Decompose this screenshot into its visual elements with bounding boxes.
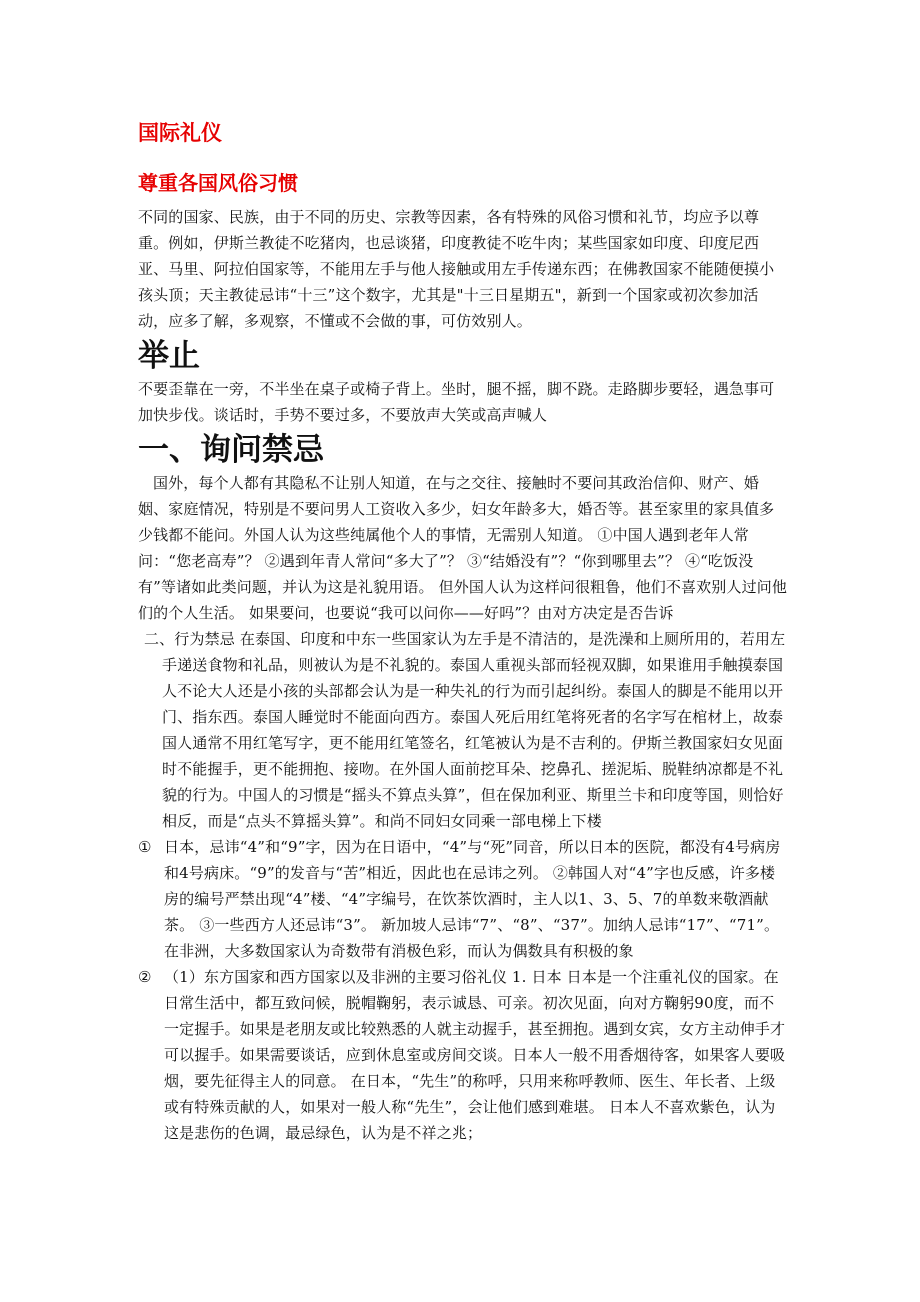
paragraph-behavior-taboos: 二、行为禁忌 在泰国、印度和中东一些国家认为左手是不清洁的，是洗澡和上厕所用的，若用左手递送食物和礼品，则被认为是不礼貌的。泰国人重视头部而轻视双脚，如果谁用手触摸泰国人不论大人还是小孩的头部都会认为是一种失礼的行为而引起纠纷。泰国人的脚是不能用以开门、指东西。泰国人睡觉时不能面向西方。泰国人死后用红笔将死者的名字写在棺材上，故泰国人通常不用红笔写字，更不能用红笔签名，红笔被认为是不吉利的。伊斯兰教国家妇女见面时不能握手，更不能拥抱、接吻。在外国人面前挖耳朵、挖鼻孔、搓泥垢、脱鞋纳凉都是不礼貌的行为。中国人的习惯是“摇头不算点头算”，但在保加利亚、斯里兰卡和印度等国，则恰好相反，而是“点头不算摇头算”。和尚不同妇女同乘一部电梯上下楼 — [144, 630, 786, 830]
paragraph-manners: 不要歪靠在一旁，不半坐在桌子或椅子背上。坐时，腿不摇，脚不跷。走路脚步要轻，遇急事可加快步伐。谈话时，手势不要过多，不要放声大笑或高声喊人 — [138, 380, 775, 424]
list-item — [138, 834, 788, 964]
document-content — [138, 118, 788, 1146]
list-marker: ② — [138, 968, 152, 986]
list-item-text: 日本，忌讳“4”和“9”字，因为在日语中，“4”与“死”同音，所以日本的医院，都没有4号病房和4号病床。“9”的发音与“苦”相近，因此也在忌讳之列。 ②韩国人对“4”字也反感，许多楼房的编号严禁出现“4”楼、“4”字编号，在饮茶饮酒时，主人以1、3、5、7的单数来敬酒献茶。 ③一些西方人还忌讳“3”。 新加坡人忌讳“7”、“8”、“37”。加纳人忌讳“17”、“71”。 在非洲，大多数国家认为奇数带有消极色彩，而认为偶数具有积极的象 — [164, 838, 781, 960]
section-heading-inquiry-taboos: 一、询问禁忌 — [138, 432, 324, 468]
list-marker: ① — [138, 838, 152, 856]
section-heading-customs: 尊重各国风俗习惯 — [138, 171, 298, 195]
document-title: 国际礼仪 — [138, 121, 222, 145]
paragraph-customs: 不同的国家、民族，由于不同的历史、宗教等因素，各有特殊的风俗习惯和礼节，均应予以尊重。例如，伊斯兰教徒不吃猪肉，也忌谈猪，印度教徒不吃牛肉；某些国家如印度、印度尼西亚、马里、阿拉伯国家等，不能用左手与他人接触或用左手传递东西；在佛教国家不能随便摸小孩头顶；天主教徒忌讳“十三”这个数字，尤其是"十三日星期五"，新到一个国家或初次参加活动，应多了解，多观察，不懂或不会做的事，可仿效别人。 — [138, 208, 775, 330]
paragraph-inquiry-taboos: 国外，每个人都有其隐私不让别人知道，在与之交往、接触时不要问其政治信仰、财产、婚姻、家庭情况，特别是不要问男人工资收入多少，妇女年龄多大，婚否等。甚至家里的家具值多少钱都不能问。外国人认为这些纯属他个人的事情，无需别人知道。 ①中国人遇到老年人常问：“您老高寿”？ ②遇到年青人常问“多大了”？ ③“结婚没有”？“你到哪里去”？ ④“吃饭没有”等诸如此类问题，并认为这是礼貌用语。 但外国人认为这样问很粗鲁，他们不喜欢别人过问他们的个人生活。 如果要问，也要说“我可以问你——好吗”？由对方决定是否告诉 — [138, 474, 788, 622]
list-item-text: （1）东方国家和西方国家以及非洲的主要习俗礼仪 1. 日本 日本是一个注重礼仪的国家。在日常生活中，都互致问候，脱帽鞠躬，表示诚恳、可亲。初次见面，向对方鞠躬90度，而不一定握手。如果是老朋友或比较熟悉的人就主动握手，甚至拥抱。遇到女宾，女方主动伸手才可以握手。如果需要谈话，应到休息室或房间交谈。日本人一般不用香烟待客，如果客人要吸烟，要先征得主人的同意。 在日本，“先生”的称呼，只用来称呼教师、医生、年长者、上级或有特殊贡献的人，如果对一般人称“先生”，会让他们感到难堪。 日本人不喜欢紫色，认为这是悲伤的色调，最忌绿色，认为是不祥之兆； — [164, 968, 786, 1142]
list-item — [138, 964, 788, 1146]
section-heading-manners: 举止 — [138, 338, 200, 374]
